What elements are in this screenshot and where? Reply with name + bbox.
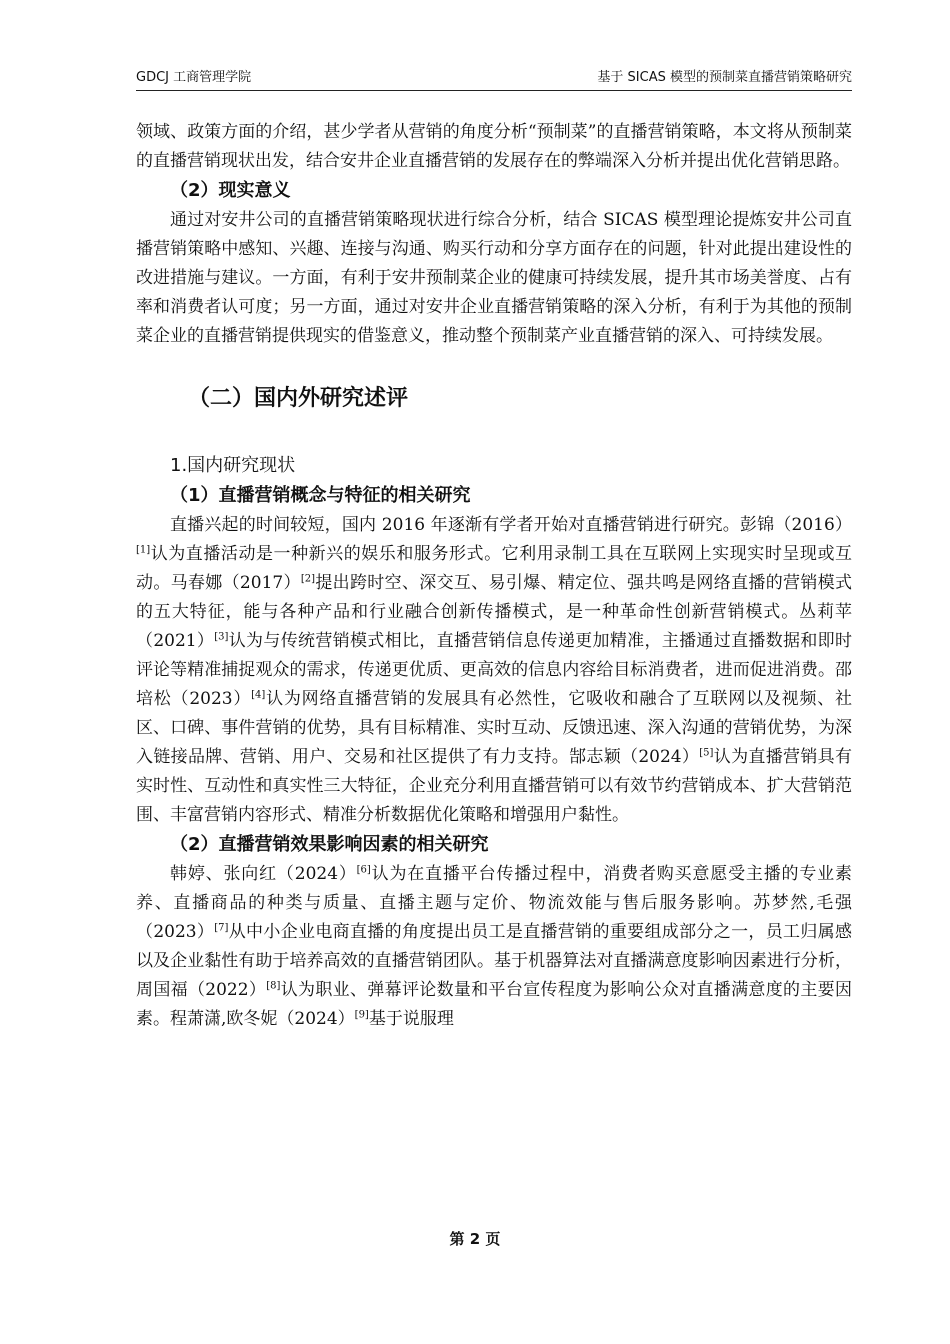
citation-7: [7] [214, 922, 229, 934]
citation-8: [8] [266, 980, 281, 992]
domestic-status-heading: 1.国内研究现状 [170, 455, 296, 476]
header-rule [136, 90, 852, 91]
topic2-heading: （2）直播营销效果影响因素的相关研究 [170, 834, 489, 855]
topic1-text-3: 提出跨时空、深交互、易引爆、精定位、强共鸣是网络直播的营销模式的五大特征，能与各种产品和行业融合创新传播模式，是一种革命性创新营销模式。丛莉苹（2021） [136, 573, 852, 651]
citation-5: [5] [699, 747, 714, 759]
topic2-text-5: 基于说服理 [368, 1009, 454, 1029]
topic2-paragraph [136, 860, 852, 1034]
page-body [136, 118, 852, 1034]
topic1-text-2: 认为直播活动是一种新兴的娱乐和服务形式。它利用录制工具在互联网上实现实时呈现或互动。马春娜（2017） [136, 544, 852, 593]
topic1-text-4: 认为与传统营销模式相比，直播营销信息传递更加精准，主播通过直播数据和即时评论等精准捕捉观众的需求，传递更优质、更高效的信息内容给目标消费者，进而促进消费。邵培松（2023） [136, 631, 853, 709]
topic1-text-1: 直播兴起的时间较短，国内 2016 年逐渐有学者开始对直播营销进行研究。彭锦（2016） [170, 515, 852, 535]
citation-3: [3] [214, 631, 229, 643]
topic2-text-2: 认为在直播平台传播过程中，消费者购买意愿受主播的专业素养、直播商品的种类与质量、直播主题与定价、物流效能与售后服务影响。苏梦然,毛强（2023） [136, 864, 852, 942]
topic1-text-5: 认为网络直播营销的发展具有必然性，它吸收和融合了互联网以及视频、社区、口碑、事件营销的优势，具有目标精准、实时互动、反馈迅速、深入沟通的营销优势，为深入链接品牌、营销、用户、交易和社区提供了有力支持。郜志颖（2024） [136, 689, 852, 767]
intro-paragraph: 领域、政策方面的介绍，甚少学者从营销的角度分析“预制菜”的直播营销策略，本文将从预制菜的直播营销现状出发，结合安井企业直播营销的发展存在的弊端深入分析并提出优化营销思路。 [136, 122, 852, 171]
citation-9: [9] [354, 1009, 369, 1021]
page-number: 第 2 页 [449, 1230, 501, 1248]
section-heading-literature-review: （二）国内外研究述评 [188, 386, 409, 411]
citation-6: [6] [356, 864, 371, 876]
topic2-text-3: 从中小企业电商直播的角度提出员工是直播营销的重要组成部分之一，员工归属感以及企业黏性有助于培养高效的直播营销团队。基于机器算法对直播满意度影响因素进行分析，周国福（2022） [136, 922, 853, 1000]
citation-4: [4] [251, 689, 266, 701]
citation-2: [2] [300, 573, 316, 585]
header-thesis-title: 基于 SICAS 模型的预制菜直播营销策略研究 [597, 70, 852, 85]
topic1-heading: （1）直播营销概念与特征的相关研究 [170, 485, 471, 506]
header-school: GDCJ 工商管理学院 [136, 70, 252, 85]
section-heading-wrap [136, 381, 852, 417]
topic1-paragraph [136, 511, 852, 830]
topic2-text-4: 认为职业、弹幕评论数量和平台宣传程度为影响公众对直播满意度的主要因素。程萧潇,欧冬妮（2024） [136, 980, 853, 1029]
practical-significance-paragraph: 通过对安井公司的直播营销策略现状进行综合分析，结合 SICAS 模型理论提炼安井公司直播营销策略中感知、兴趣、连接与沟通、购买行动和分享方面存在的问题，针对此提出建设性的改进措施与建议。一方面，有利于安井预制菜企业的健康可持续发展，提升其市场美誉度、占有率和消费者认可度；另一方面，通过对安井企业直播营销策略的深入分析，有利于为其他的预制菜企业的直播营销提供现实的借鉴意义，推动整个预制菜产业直播营销的深入、可持续发展。 [136, 210, 852, 346]
running-header [136, 66, 852, 86]
practical-significance-heading: （2）现实意义 [170, 180, 291, 201]
citation-1: [1] [136, 544, 151, 556]
topic1-text-6: 认为直播营销具有实时性、互动性和真实性三大特征，企业充分利用直播营销可以有效节约营销成本、扩大营销范围、丰富营销内容形式、精准分析数据优化策略和增强用户黏性。 [136, 747, 852, 825]
topic2-text-1: 韩婷、张向红（2024） [170, 864, 357, 884]
